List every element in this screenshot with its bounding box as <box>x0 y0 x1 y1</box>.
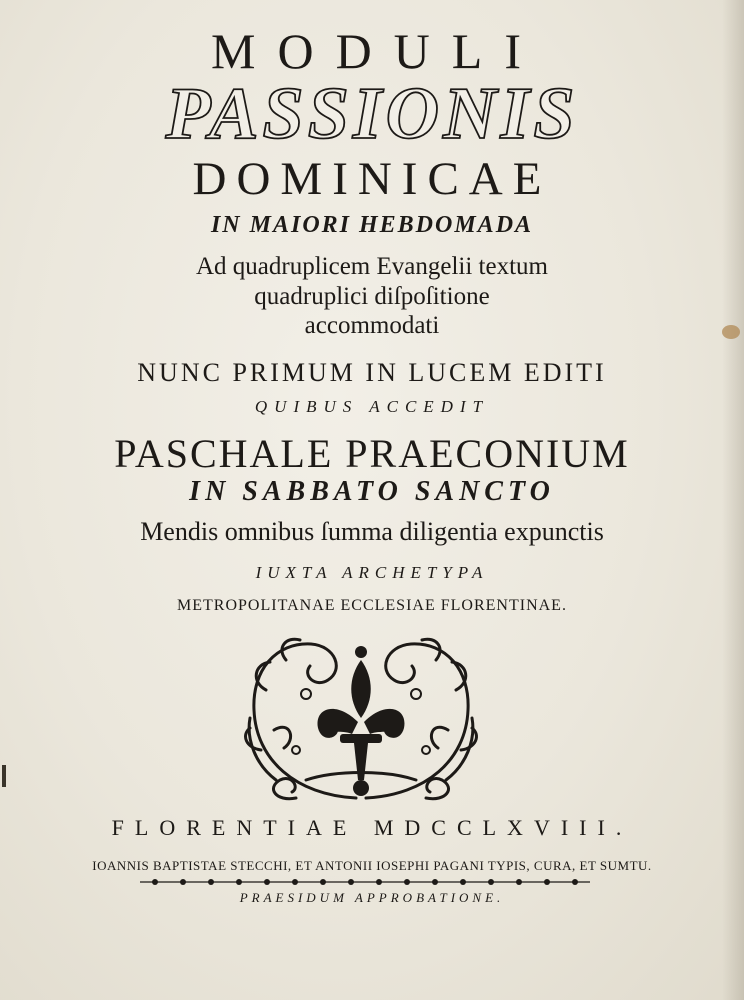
imprint-approval: PRAESIDUM APPROBATIONE. <box>239 890 505 905</box>
edition-statement: NUNC PRIMUM IN LUCEM EDITI <box>137 358 607 387</box>
margin-mark <box>2 765 6 787</box>
subtitle-maiori-hebdomada: IN MAIORI HEBDOMADA <box>210 212 534 238</box>
ornamental-rule <box>135 876 595 888</box>
title-moduli: MODULI <box>211 23 543 79</box>
title-dominicae: DOMINICAE <box>192 153 552 205</box>
metropolitanae-ecclesiae: METROPOLITANAE ECCLESIAE FLORENTINAE. <box>177 597 567 614</box>
iuxta-archetypa: IUXTA ARCHETYPA <box>255 563 489 582</box>
title-passionis: PASSIONIS <box>165 73 579 155</box>
mendis-statement: Mendis omnibus ſumma diligentia expunctis <box>140 517 604 546</box>
fleur-de-lis-icon <box>236 630 486 812</box>
sabbato-sancto: IN SABBATO SANCTO <box>189 476 555 507</box>
subtitle-line-1: Ad quadruplicem Evangelii textum <box>196 253 548 280</box>
paschale-praeconium: PASCHALE PRAECONIUM <box>114 431 630 476</box>
imprint-place-date: FLORENTIAE MDCCLXVIII. <box>111 815 633 840</box>
quibus-accedit: QUIBUS ACCEDIT <box>254 397 490 416</box>
subtitle-line-2: quadruplici diſpoſitione <box>254 283 490 310</box>
subtitle-line-3: accommodati <box>304 312 440 339</box>
imprint-printers: IOANNIS BAPTISTAE STECCHI, ET ANTONII IOSEPHI PAGANI TYPIS, CURA, ET SUMTU. <box>92 858 652 873</box>
